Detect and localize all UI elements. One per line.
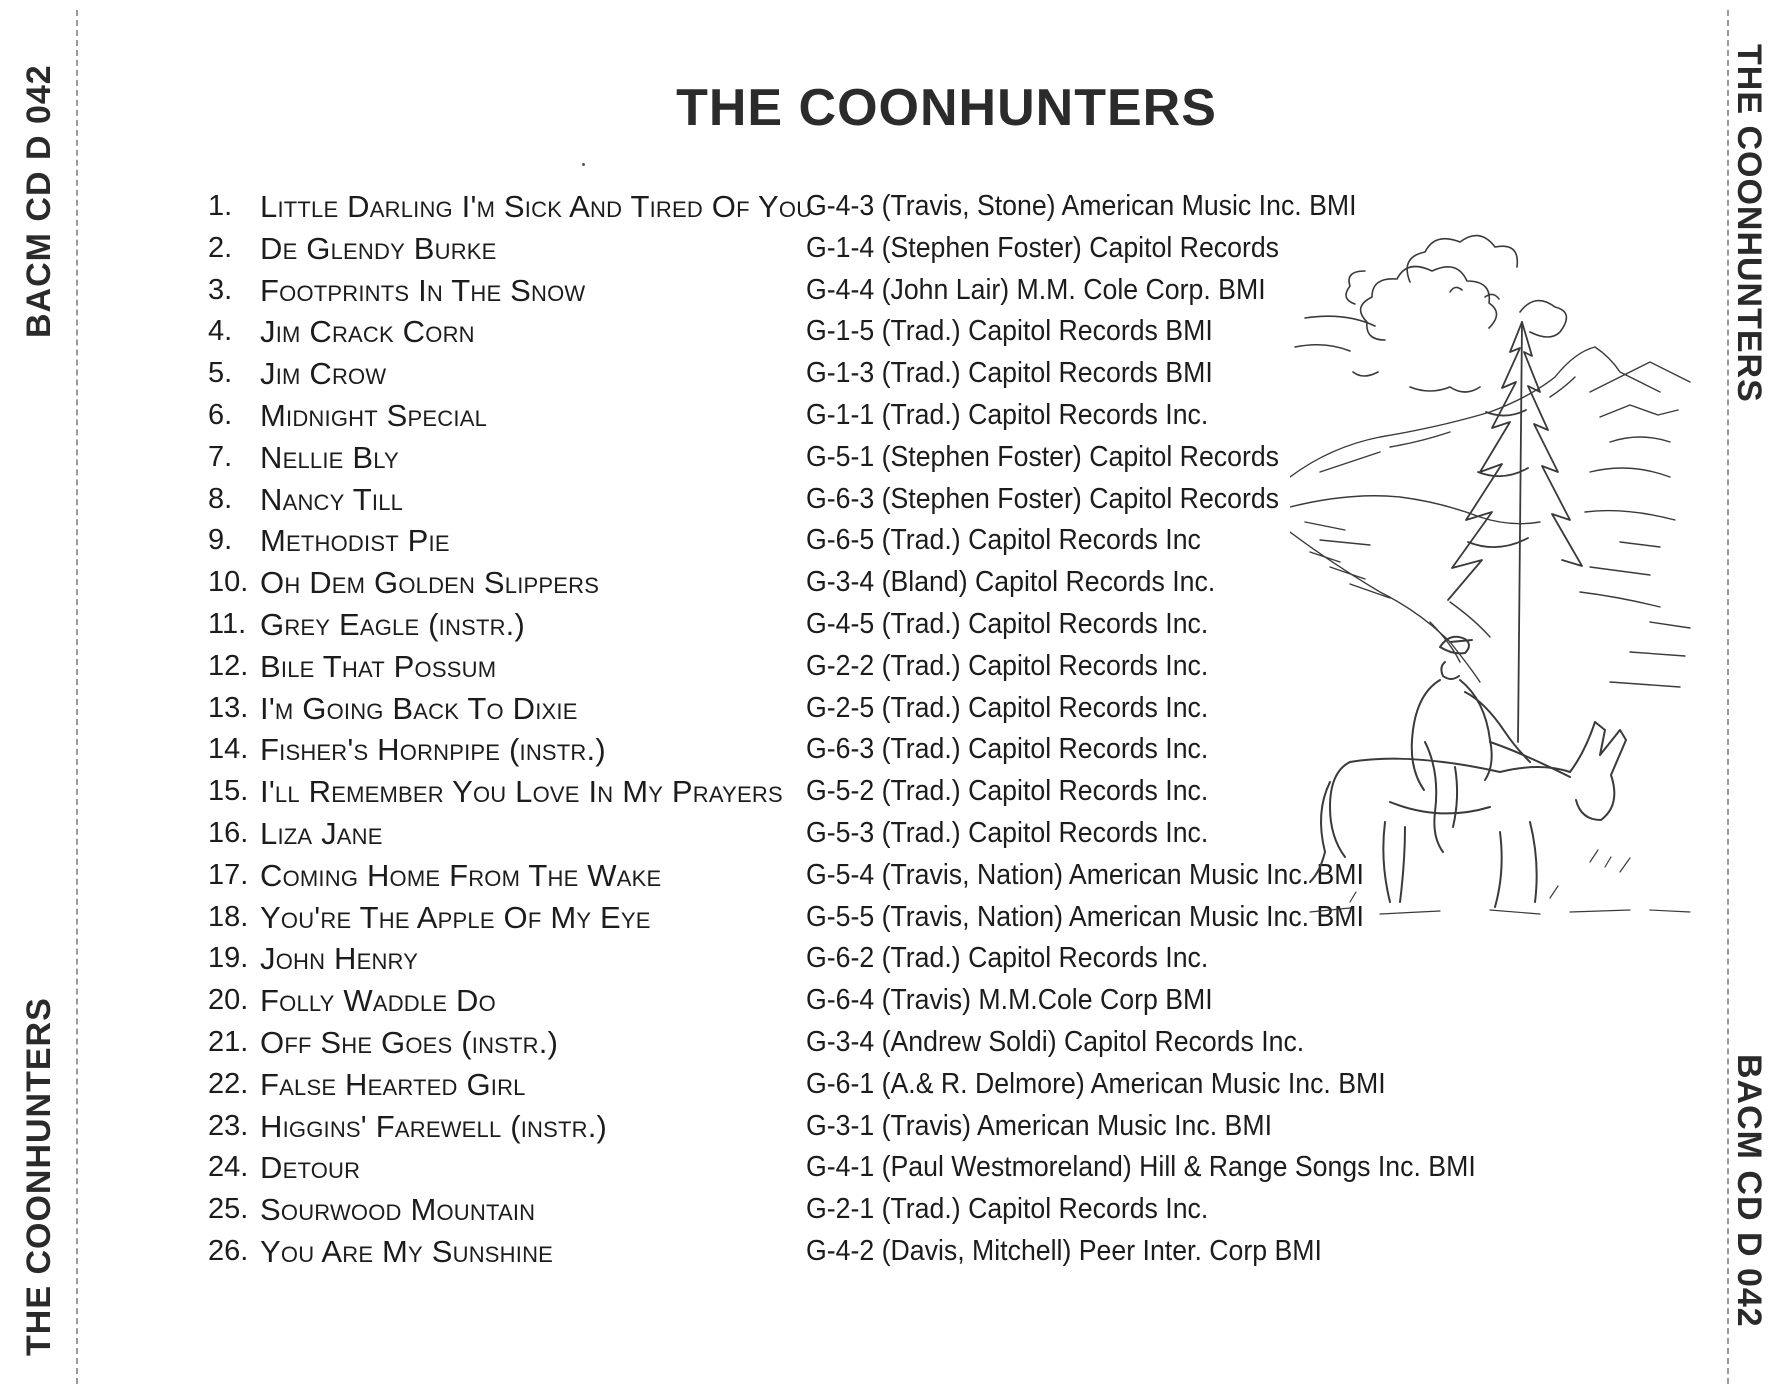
track-credit: G-3-4 (Andrew Soldi) Capitol Records Inc.	[806, 1025, 1305, 1058]
track-number: 18.	[208, 900, 249, 933]
track-title: Nancy Till	[260, 481, 404, 517]
track-credit: G-1-3 (Trad.) Capitol Records BMI	[806, 357, 1213, 390]
track-credit: G-6-5 (Trad.) Capitol Records Inc	[806, 524, 1201, 557]
track-title: I'll Remember You Love In My Prayers	[260, 774, 783, 810]
track-title: Jim Crow	[260, 356, 387, 392]
track-number: 10.	[208, 566, 249, 599]
track-credit: G-1-4 (Stephen Foster) Capitol Records	[806, 231, 1280, 264]
track-number: 23.	[208, 1109, 249, 1142]
track-number: 20.	[208, 984, 249, 1017]
track-credit: G-4-2 (Davis, Mitchell) Peer Inter. Corp BMI	[806, 1234, 1322, 1267]
track-number: 9.	[208, 524, 233, 557]
track-credit: G-6-3 (Stephen Foster) Capitol Records	[806, 482, 1280, 515]
album-title: THE COONHUNTERS	[676, 79, 1217, 137]
track-credit: G-4-1 (Paul Westmoreland) Hill & Range Songs Inc. BMI	[806, 1151, 1476, 1184]
track-number: 6.	[208, 398, 233, 431]
track-title: Sourwood Mountain	[260, 1192, 536, 1228]
track-credit: G-1-5 (Trad.) Capitol Records BMI	[806, 315, 1213, 348]
track-credit: G-6-4 (Travis) M.M.Cole Corp BMI	[806, 984, 1213, 1017]
track-credit: G-4-3 (Travis, Stone) American Music Inc. BMI	[806, 190, 1357, 222]
track-credit: G-6-2 (Trad.) Capitol Records Inc.	[806, 942, 1209, 975]
track-number: 13.	[208, 691, 249, 724]
track-title: You Are My Sunshine	[260, 1233, 554, 1269]
track-title: Midnight Special	[260, 397, 488, 433]
track-credit: G-5-3 (Trad.) Capitol Records Inc.	[806, 816, 1209, 849]
track-credit: G-5-2 (Trad.) Capitol Records Inc.	[806, 775, 1209, 808]
track-number: 21.	[208, 1025, 249, 1058]
track-number: 7.	[208, 440, 233, 473]
track-title: Nellie Bly	[260, 439, 399, 475]
track-title: Bile That Possum	[260, 648, 497, 684]
track-credit: G-5-5 (Travis, Nation) American Music Inc. BMI	[806, 900, 1364, 933]
track-title: Grey Eagle (instr.)	[260, 606, 526, 642]
track-title: You're The Apple Of My Eye	[260, 899, 651, 935]
track-number: 12.	[208, 649, 249, 682]
track-number: 15.	[208, 775, 249, 808]
left-spine-fold-line	[76, 10, 78, 1384]
track-title: False Hearted Girl	[260, 1066, 526, 1102]
track-credit: G-5-4 (Travis, Nation) American Music Inc. BMI	[806, 858, 1364, 891]
track-credit: G-2-5 (Trad.) Capitol Records Inc.	[806, 691, 1209, 724]
track-title: Little Darling I'm Sick And Tired Of You	[260, 189, 813, 224]
track-number: 26.	[208, 1234, 249, 1267]
right-spine-title: THE COONHUNTERS	[1730, 44, 1768, 403]
mountains-sketch	[1290, 347, 1690, 687]
track-title: Folly Waddle Do	[260, 983, 496, 1019]
track-credit: G-2-1 (Trad.) Capitol Records Inc.	[806, 1193, 1209, 1226]
track-number: 5.	[208, 357, 233, 390]
track-number: 25.	[208, 1193, 249, 1226]
track-title: Detour	[260, 1150, 361, 1186]
track-number: 22.	[208, 1067, 249, 1100]
track-title: Liza Jane	[260, 815, 383, 851]
left-spine-title: THE COONHUNTERS	[20, 997, 58, 1356]
cowboy-on-mule-illustration	[1290, 222, 1710, 922]
print-speck	[582, 163, 585, 166]
track-number: 1.	[208, 190, 233, 222]
track-title: Oh Dem Golden Slippers	[260, 565, 600, 601]
track-number: 4.	[208, 315, 233, 348]
pine-tree-sketch	[1448, 322, 1582, 742]
track-title: Higgins' Farewell (instr.)	[260, 1108, 608, 1144]
track-credit: G-3-1 (Travis) American Music Inc. BMI	[806, 1109, 1272, 1142]
track-credit: G-3-4 (Bland) Capitol Records Inc.	[806, 566, 1216, 599]
track-credit: G-4-4 (John Lair) M.M. Cole Corp. BMI	[806, 273, 1266, 306]
track-number: 19.	[208, 942, 249, 975]
track-number: 2.	[208, 231, 233, 264]
track-title: Jim Crack Corn	[260, 314, 475, 350]
track-title: De Glendy Burke	[260, 230, 497, 266]
track-title: Coming Home From The Wake	[260, 857, 662, 893]
track-title: Off She Goes (instr.)	[260, 1024, 559, 1060]
track-credit: G-4-5 (Trad.) Capitol Records Inc.	[806, 607, 1209, 640]
right-spine-catalog-number: BACM CD D 042	[1730, 1054, 1768, 1328]
track-credit: G-1-1 (Trad.) Capitol Records Inc.	[806, 398, 1209, 431]
track-number: 8.	[208, 482, 233, 515]
track-title: John Henry	[260, 941, 419, 977]
track-number: 3.	[208, 273, 233, 306]
track-credit: G-6-1 (A.& R. Delmore) American Music Inc. BMI	[806, 1067, 1386, 1100]
track-number: 11.	[208, 607, 247, 640]
track-title: Fisher's Hornpipe (instr.)	[260, 732, 606, 768]
track-number: 16.	[208, 816, 249, 849]
cloud-sketch	[1295, 236, 1566, 392]
track-credit: G-6-3 (Trad.) Capitol Records Inc.	[806, 733, 1209, 766]
left-spine-catalog-number: BACM CD D 042	[20, 64, 58, 338]
track-title: I'm Going Back To Dixie	[260, 690, 578, 726]
mule-sketch	[1310, 722, 1626, 907]
track-credit: G-2-2 (Trad.) Capitol Records Inc.	[806, 649, 1209, 682]
track-title: Methodist Pie	[260, 523, 450, 559]
track-credit: G-5-1 (Stephen Foster) Capitol Records	[806, 440, 1280, 473]
track-title: Footprints In The Snow	[260, 272, 586, 308]
track-number: 14.	[208, 733, 249, 766]
track-number: 17.	[208, 858, 249, 891]
track-number: 24.	[208, 1151, 249, 1184]
